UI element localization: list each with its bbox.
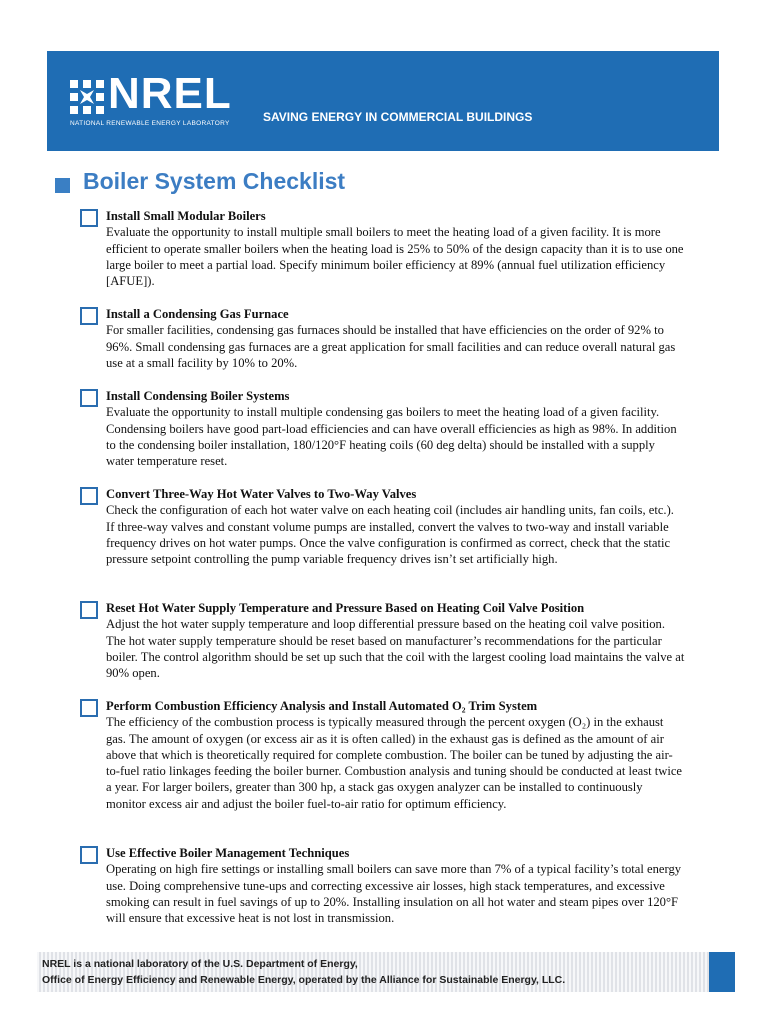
nrel-logo <box>70 69 270 130</box>
item-heading: Perform Combustion Efficiency Analysis and Install Automated O₂ Trim System <box>106 699 538 713</box>
item-heading: Install Condensing Boiler Systems <box>106 389 290 403</box>
nrel-logo-mark-icon <box>70 80 104 114</box>
item-heading: Reset Hot Water Supply Temperature and Pressure Based on Heating Coil Valve Position <box>106 601 585 615</box>
checklist-item <box>80 388 685 469</box>
item-body: Check the configuration of each hot water valve on each heating coil (includes air handling units, fan coils, etc.). If three-way valves and constant volume pumps are installed, convert the valves to two-way and install variable frequency drives on hot water pumps. Once the valve configuration is confirmed as correct, check that the static pressure setpoint controlling the pump variable frequency drives isn’t set artificially high. <box>106 503 674 567</box>
header-tagline: SAVING ENERGY IN COMMERCIAL BUILDINGS <box>263 110 533 124</box>
title-marker-icon <box>55 178 70 193</box>
item-heading: Install a Condensing Gas Furnace <box>106 307 289 321</box>
logo-wordmark: NREL <box>108 69 232 118</box>
checkbox[interactable] <box>80 209 98 227</box>
checkbox[interactable] <box>80 601 98 619</box>
logo-subtitle: NATIONAL RENEWABLE ENERGY LABORATORY <box>70 120 230 127</box>
checklist-item <box>80 208 685 289</box>
item-heading: Use Effective Boiler Management Techniques <box>106 846 350 860</box>
item-body: For smaller facilities, condensing gas furnaces should be installed that have efficiencies on the order of 92% to 96%. Small condensing gas furnaces are a great application for small facilities and can reduce overall natural gas use at a small facility by 10% to 20%. <box>106 323 676 370</box>
checkbox[interactable] <box>80 389 98 407</box>
checkbox[interactable] <box>80 487 98 505</box>
footer-line-2: Office of Energy Efficiency and Renewable Energy, operated by the Alliance for Sustainable Energy, LLC. <box>42 974 566 986</box>
checklist-item <box>80 698 685 812</box>
page-title: Boiler System Checklist <box>83 168 346 194</box>
checkbox[interactable] <box>80 307 98 325</box>
checklist-item <box>80 845 685 926</box>
checkbox[interactable] <box>80 846 98 864</box>
footer-accent <box>709 952 735 992</box>
item-body: Evaluate the opportunity to install multiple small boilers to meet the heating load of a given facility. It is more efficient to operate smaller boilers when the heating load is 25% to 50% of the design capacity than it is to use one large boiler to meet a partial load. Specify minimum boiler efficiency at 89% (annual fuel utilization efficiency [AFUE]). <box>106 225 684 289</box>
footer-line-1: NREL is a national laboratory of the U.S. Department of Energy, <box>42 958 358 970</box>
item-body: The efficiency of the combustion process is typically measured through the percent oxygen (O₂) in the exhaust gas. The amount of oxygen (or excess air as it is often called) in the exhaust gas is defined as the amount of air above that which is theoretically required for complete combustion. The boiler can be tuned by adjusting the air-to-fuel ratio linkages feeding the boiler burner. Combustion analysis and tuning should be conducted at least twice a year. For larger boilers, greater than 300 hp, a stack gas oxygen analyzer can be installed to continuously monitor excess air and adjust the boiler fuel-to-air ratio for optimum efficiency. <box>106 715 683 811</box>
checklist-item <box>80 306 685 371</box>
footer-text <box>42 956 565 988</box>
checkbox[interactable] <box>80 699 98 717</box>
checklist-item <box>80 486 685 567</box>
item-heading: Install Small Modular Boilers <box>106 209 266 223</box>
item-body: Operating on high fire settings or installing small boilers can save more than 7% of a typical facility’s total energy use. Doing comprehensive tune-ups and correcting excessive air losses, high stack temperatures, and excessive smoking can result in fuel savings of up to 20%. Installing insulation on all hot water and steam pipes over 120°F will ensure that excessive heat is not lost in transmission. <box>106 862 682 926</box>
item-body: Adjust the hot water supply temperature and loop differential pressure based on the heating coil valve position. The hot water supply temperature should be reset based on manufacturer’s recommendations for the particular boiler. The control algorithm should be set up such that the coil with the largest cooling load maintains the valve at 90% open. <box>106 617 685 681</box>
item-heading: Convert Three-Way Hot Water Valves to Two-Way Valves <box>106 487 417 501</box>
checklist-item <box>80 600 685 681</box>
item-body: Evaluate the opportunity to install multiple condensing gas boilers to meet the heating load of a given facility. Condensing boilers have good part-load efficiencies and can have overall efficiencies as high as 98%. In addition to the condensing boiler installation, 180/120°F heating coils (60 deg delta) should be installed with a supply water temperature reset. <box>106 405 677 469</box>
